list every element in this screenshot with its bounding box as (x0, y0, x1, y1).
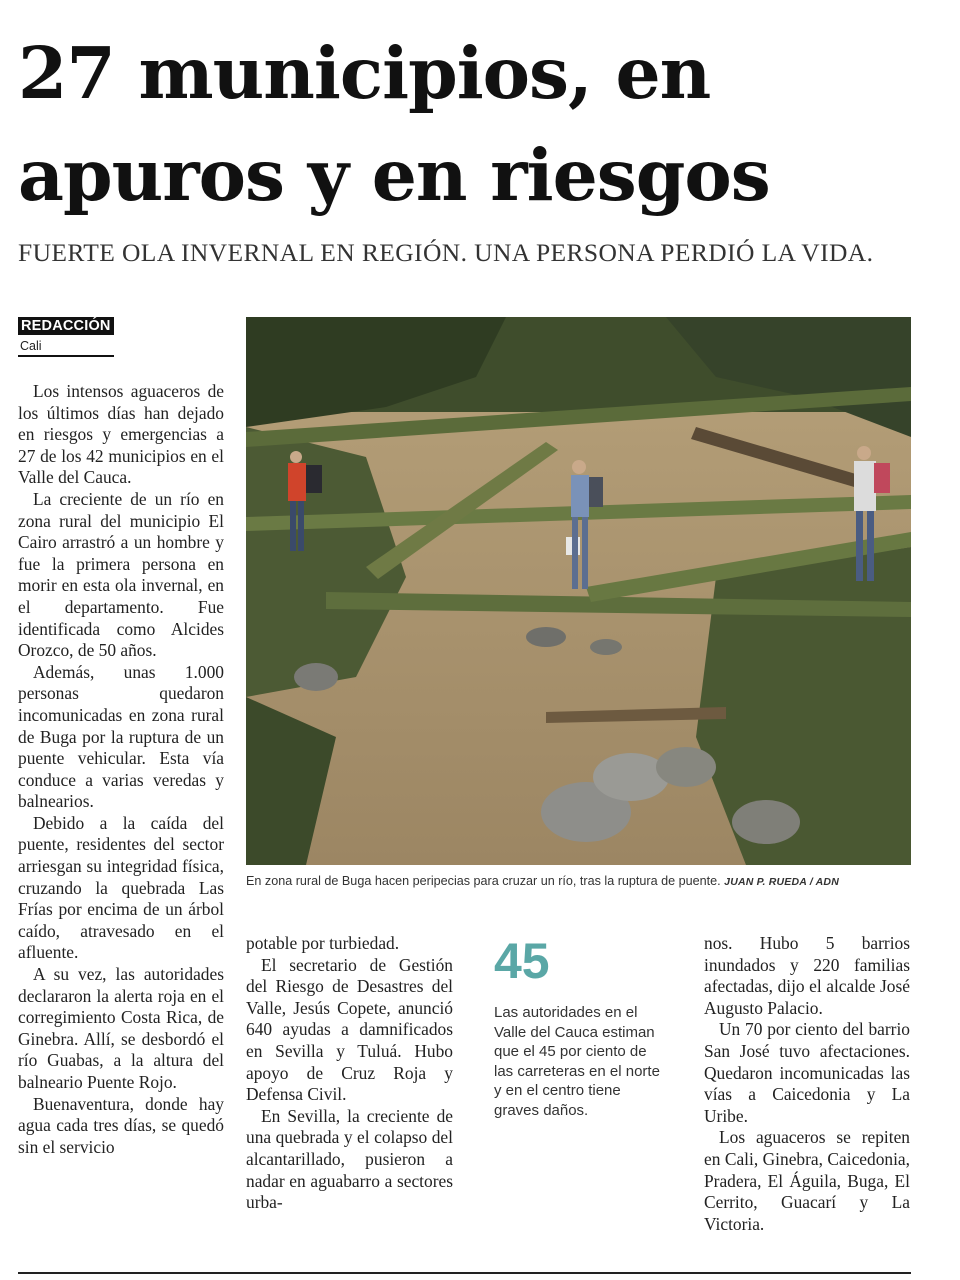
paragraph-continuation: nos. Hubo 5 barrios inundados y 220 familias afectadas, dijo el alcalde José Augusto Palacio. (704, 933, 910, 1018)
paragraph-continuation: potable por turbiedad. (246, 933, 400, 953)
photo-credit: JUAN P. RUEDA / ADN (724, 876, 840, 888)
news-photo (246, 317, 911, 865)
paragraph: La creciente de un río en zona rural del municipio El Cairo arrastró a un hombre y fue la primera persona en morir en esta ola invernal, en el departamento. Fue identificada como Alcides Orozco, de 50 años. (18, 488, 224, 661)
bottom-divider (18, 1272, 911, 1274)
caption-text: En zona rural de Buga hacen peripecias para cruzar un río, tras la ruptura de puente. (246, 874, 721, 888)
byline (18, 315, 114, 357)
article-column-2 (246, 933, 453, 1214)
paragraph: Además, unas 1.000 personas quedaron incomunicadas en zona rural de Buga por la ruptura de un puente vehicular. Esta vía conduce a varias veredas y balnearios. (18, 661, 224, 812)
byline-author: REDACCIÓN (18, 317, 114, 335)
paragraph: A su vez, las autoridades declararon la alerta roja en el corregimiento Costa Rica, de Ginebra. Allí, se desbordó el río Guabas, a la altura del balneario Puente Rojo. (18, 964, 224, 1092)
deck: FUERTE OLA INVERNAL EN REGIÓN. UNA PERSONA PERDIÓ LA VIDA. (18, 238, 874, 267)
paragraph: En Sevilla, la creciente de una quebrada y el colapso del alcantarillado, pusieron a nadar en aguabarro a sectores urba- (246, 1105, 453, 1213)
paragraph: Los aguaceros se repiten en Cali, Ginebra, Caicedonia, Pradera, El Águila, Buga, El Cerrito, Guacarí y La Victoria. (704, 1127, 910, 1234)
photo-caption (246, 874, 911, 888)
paragraph: Buenaventura, donde hay agua cada tres días, se quedó sin el servicio (18, 1093, 224, 1157)
factoid-number: 45 (494, 933, 550, 989)
article-column-1 (18, 381, 224, 1158)
factoid-text: Las autoridades en el Valle del Cauca estiman que el 45 por ciento de las carreteras en el norte y en el centro tiene graves daños. (494, 1004, 660, 1119)
paragraph: Debido a la caída del puente, residentes del sector arriesgan su integridad física, cruzando la quebrada Las Frías por encima de un árbol caído, atravesado en el afluente. (18, 812, 224, 963)
article-column-4 (704, 933, 910, 1235)
headline: 27 municipios, en apuros y en riesgos (18, 31, 770, 217)
paragraph: Los intensos aguaceros de los últimos días han dejado en riesgos y emergencias a 27 de los 42 municipios en el Valle del Cauca. (18, 381, 224, 488)
paragraph: El secretario de Gestión del Riesgo de Desastres del Valle, Jesús Copete, anunció 640 ayudas a damnificados en Sevilla y Tuluá. Hubo apoyo de Cruz Roja y Defensa Civil. (246, 954, 453, 1105)
factoid-box (494, 933, 664, 1121)
byline-city: Cali (18, 335, 114, 357)
paragraph: Un 70 por ciento del barrio San José tuvo afectaciones. Quedaron incomunicadas las vías a Caicedonia y La Uribe. (704, 1019, 910, 1126)
